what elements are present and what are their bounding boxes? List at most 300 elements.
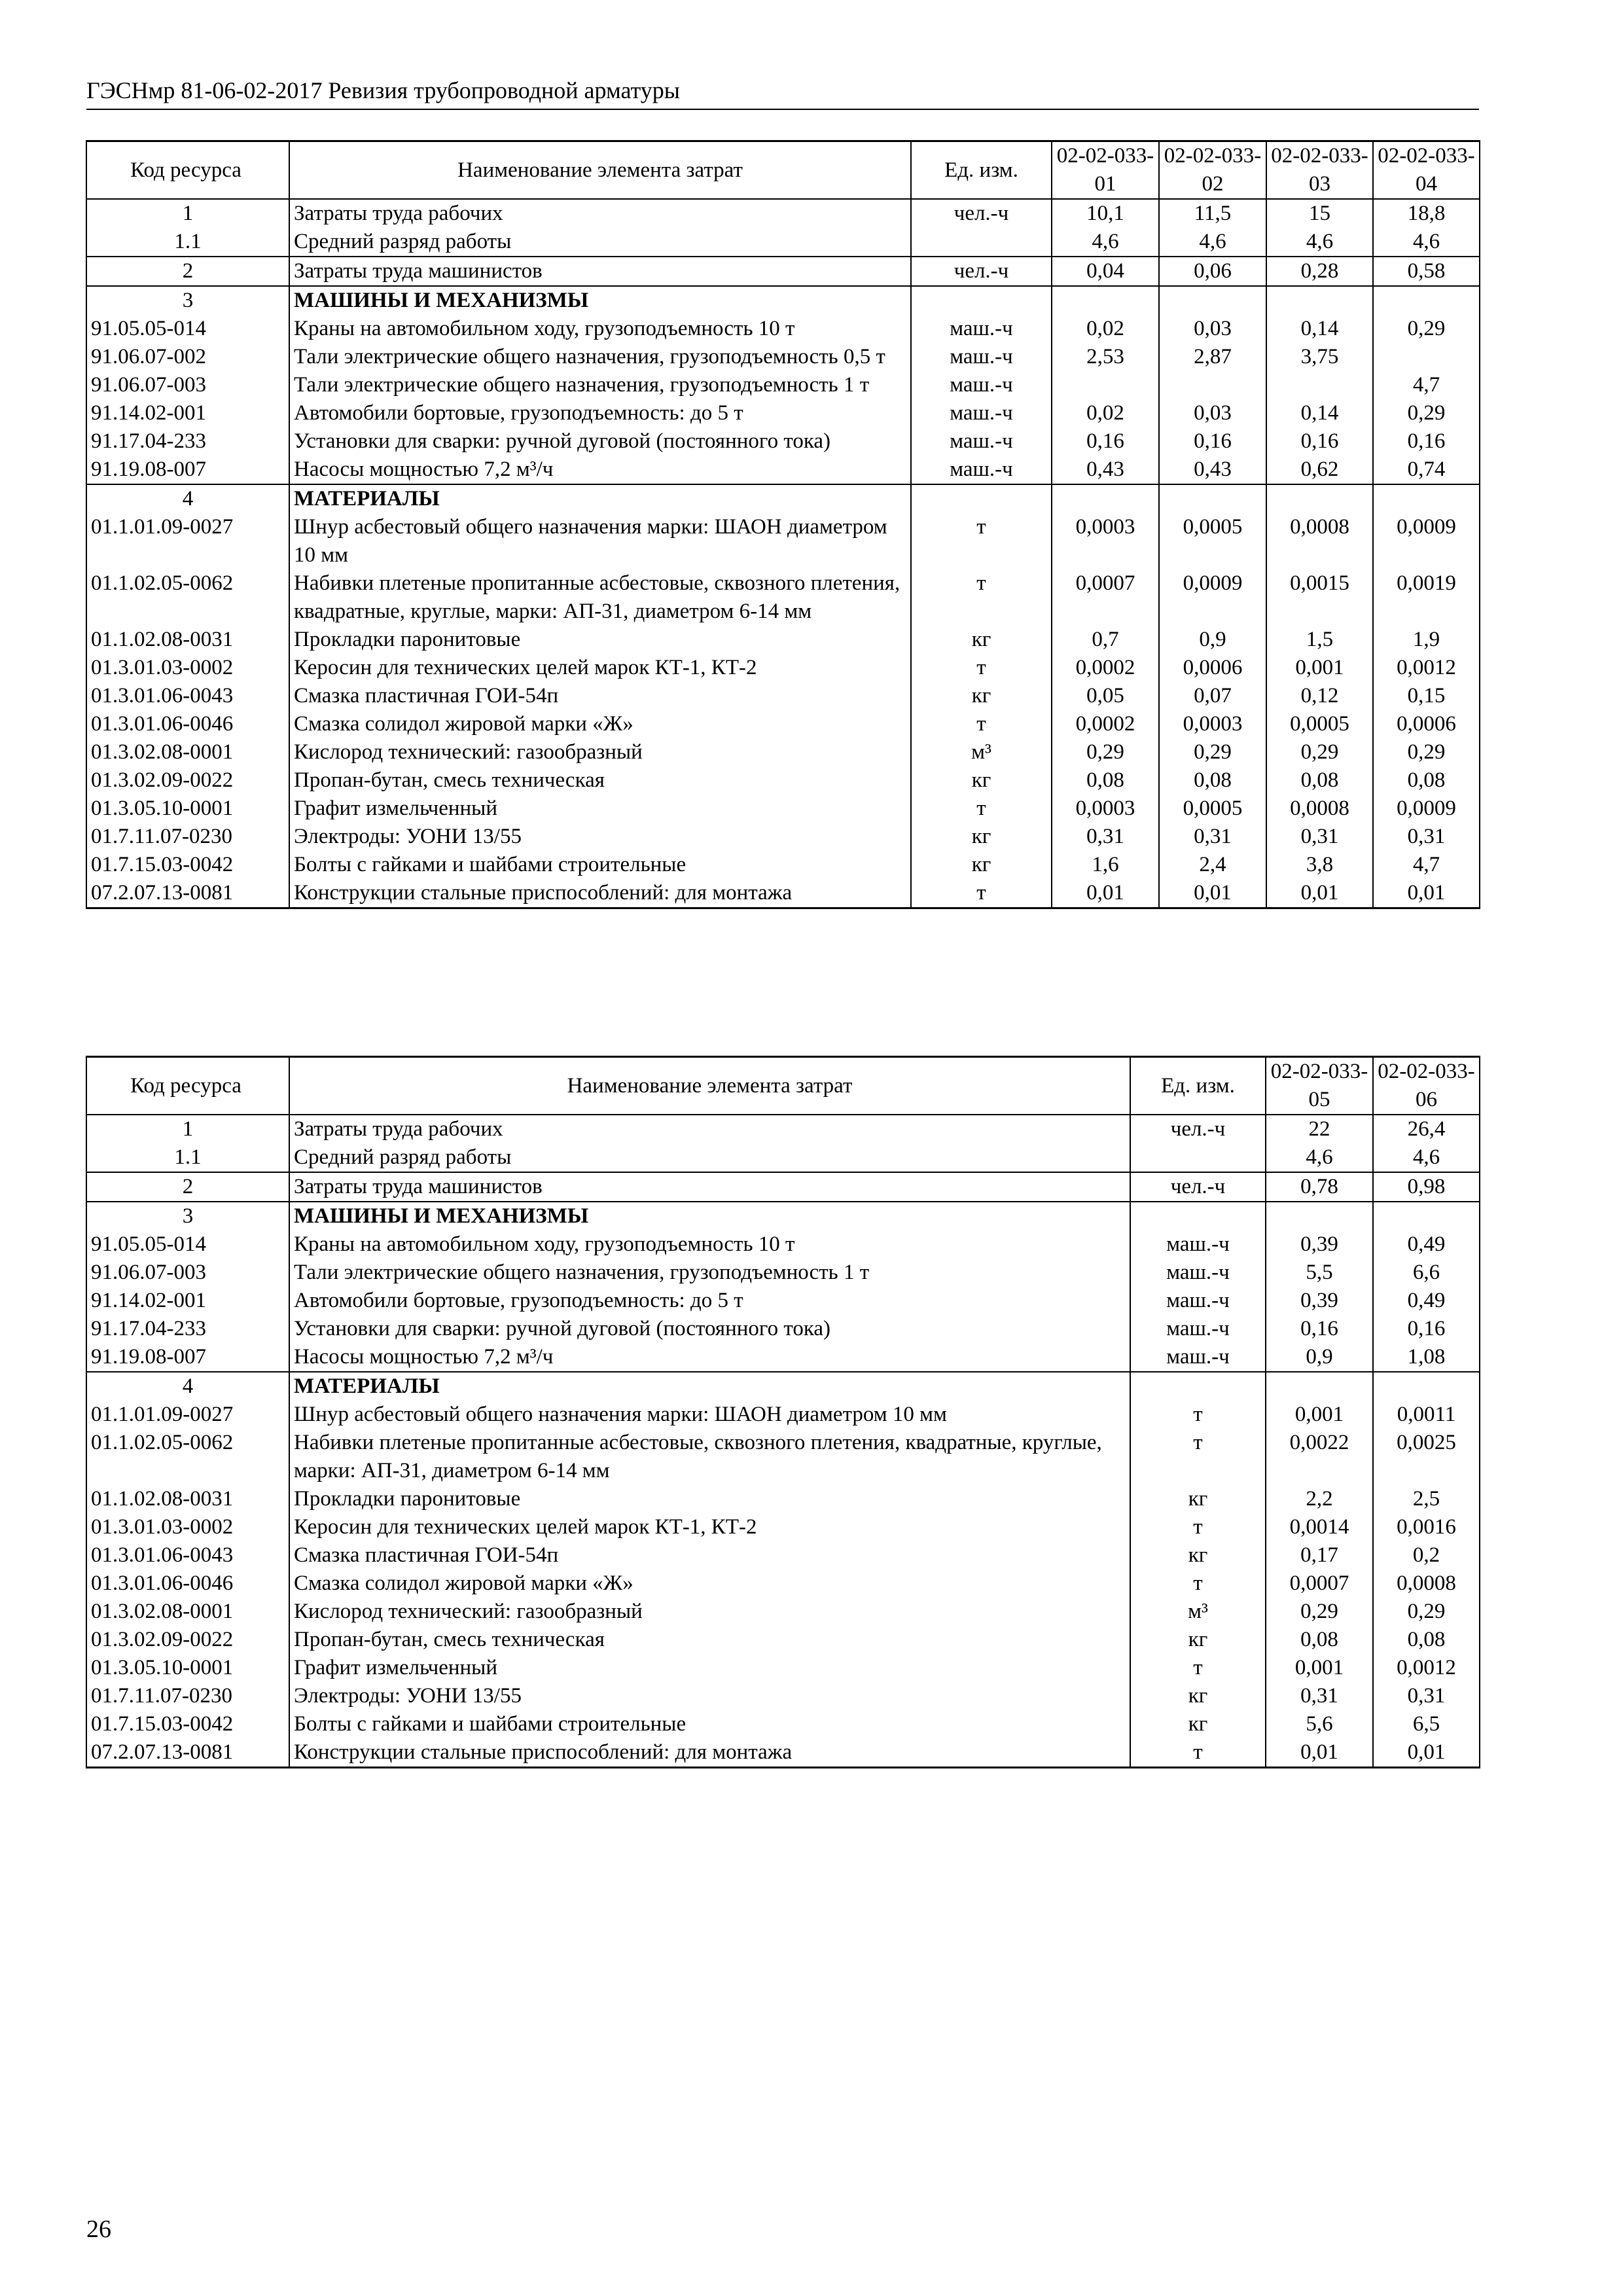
- resource-code: 01.7.11.07-0230: [86, 1682, 289, 1710]
- table-row: [86, 1429, 1480, 1485]
- norm-value: 0,0003: [1052, 513, 1159, 569]
- unit-of-measure: маш.-ч: [1130, 1343, 1266, 1372]
- norm-value: [1373, 343, 1480, 371]
- cost-element-name: Электроды: УОНИ 13/55: [289, 1682, 1130, 1710]
- norm-value: 0,01: [1266, 1738, 1373, 1768]
- norm-value: 1,08: [1373, 1343, 1480, 1372]
- norm-value: [1159, 286, 1266, 315]
- table-row: [86, 286, 1480, 315]
- unit-of-measure: т: [911, 879, 1052, 908]
- resource-code: 07.2.07.13-0081: [86, 1738, 289, 1768]
- norm-value: 0,29: [1373, 315, 1480, 343]
- unit-of-measure: кг: [1130, 1682, 1266, 1710]
- cost-element-name: Керосин для технических целей марок КТ-1, КТ-2: [289, 1513, 1130, 1541]
- norm-value: 2,87: [1159, 343, 1266, 371]
- cost-element-name: Краны на автомобильном ходу, грузоподъемность 10 т: [289, 1230, 1130, 1259]
- cost-element-name: Кислород технический: газообразный: [289, 738, 911, 766]
- cost-element-name: Затраты труда рабочих: [289, 1115, 1130, 1143]
- norm-value: 0,12: [1266, 682, 1373, 710]
- unit-of-measure: [911, 286, 1052, 315]
- unit-of-measure: кг: [911, 851, 1052, 879]
- unit-of-measure: маш.-ч: [1130, 1287, 1266, 1315]
- norm-value: [1266, 1372, 1373, 1401]
- cost-element-name: Шнур асбестовый общего назначения марки: ШАОН диаметром 10 мм: [289, 513, 911, 569]
- norm-value: [1373, 1202, 1480, 1230]
- cost-table-1: [86, 140, 1480, 909]
- table-header-row: [86, 141, 1480, 200]
- norm-value: [1266, 484, 1373, 513]
- unit-of-measure: кг: [911, 823, 1052, 851]
- resource-code: 1.1: [86, 228, 289, 257]
- resource-code: 01.3.02.08-0001: [86, 738, 289, 766]
- norm-value: 3,75: [1266, 343, 1373, 371]
- norm-value: 0,0007: [1266, 1570, 1373, 1598]
- table-row: [86, 1259, 1480, 1287]
- norm-value: 0,03: [1159, 315, 1266, 343]
- norm-value: 1,6: [1052, 851, 1159, 879]
- header-col: 02-02-033-06: [1373, 1057, 1480, 1115]
- header-col: 02-02-033-04: [1373, 141, 1480, 200]
- norm-value: 4,6: [1266, 228, 1373, 257]
- norm-value: 0,31: [1052, 823, 1159, 851]
- norm-value: 0,0002: [1052, 654, 1159, 682]
- page-header-title: ГЭСНмр 81-06-02-2017 Ревизия трубопроводной арматуры: [86, 77, 680, 103]
- norm-value: 0,08: [1373, 1626, 1480, 1654]
- norm-value: 0,0022: [1266, 1429, 1373, 1485]
- norm-value: [1266, 1202, 1373, 1230]
- norm-value: 0,0009: [1373, 513, 1480, 569]
- table-row: [86, 513, 1480, 569]
- table-row: [86, 710, 1480, 738]
- resource-code: 01.3.01.03-0002: [86, 654, 289, 682]
- table-row: [86, 1343, 1480, 1372]
- unit-of-measure: маш.-ч: [1130, 1315, 1266, 1343]
- unit-of-measure: чел.-ч: [911, 199, 1052, 228]
- unit-of-measure: [911, 228, 1052, 257]
- norm-value: 0,0003: [1052, 795, 1159, 823]
- resource-code: 2: [86, 1172, 289, 1202]
- resource-code: 91.14.02-001: [86, 399, 289, 427]
- unit-of-measure: чел.-ч: [1130, 1172, 1266, 1202]
- norm-value: 0,0009: [1373, 795, 1480, 823]
- norm-value: 0,0005: [1266, 710, 1373, 738]
- norm-value: 0,0006: [1159, 654, 1266, 682]
- resource-code: 91.06.07-002: [86, 343, 289, 371]
- norm-value: 0,08: [1266, 766, 1373, 795]
- resource-code: 1.1: [86, 1143, 289, 1172]
- norm-value: 6,6: [1373, 1259, 1480, 1287]
- resource-code: 2: [86, 257, 289, 286]
- norm-value: 0,0002: [1052, 710, 1159, 738]
- table-row: [86, 1485, 1480, 1513]
- norm-value: 2,5: [1373, 1485, 1480, 1513]
- norm-value: 0,0019: [1373, 569, 1480, 626]
- resource-code: 01.3.01.06-0046: [86, 710, 289, 738]
- cost-element-name: Тали электрические общего назначения, грузоподъемность 0,5 т: [289, 343, 911, 371]
- header-code: Код ресурса: [86, 1057, 289, 1115]
- unit-of-measure: т: [911, 569, 1052, 626]
- header-unit: Ед. изм.: [911, 141, 1052, 200]
- unit-of-measure: кг: [1130, 1710, 1266, 1738]
- resource-code: 1: [86, 199, 289, 228]
- unit-of-measure: кг: [911, 682, 1052, 710]
- norm-value: 0,49: [1373, 1230, 1480, 1259]
- header-unit: Ед. изм.: [1130, 1057, 1266, 1115]
- norm-value: [1052, 484, 1159, 513]
- resource-code: 91.19.08-007: [86, 456, 289, 484]
- unit-of-measure: чел.-ч: [911, 257, 1052, 286]
- unit-of-measure: маш.-ч: [911, 456, 1052, 484]
- cost-element-name: Набивки плетеные пропитанные асбестовые, сквозного плетения, квадратные, круглые, марки: АП-31, диаметром 6-14 мм: [289, 569, 911, 626]
- norm-value: 0,31: [1266, 1682, 1373, 1710]
- cost-element-name: МАТЕРИАЛЫ: [289, 484, 911, 513]
- resource-code: 01.3.01.06-0043: [86, 682, 289, 710]
- table-row: [86, 1598, 1480, 1626]
- cost-element-name: Затраты труда рабочих: [289, 199, 911, 228]
- unit-of-measure: т: [1130, 1513, 1266, 1541]
- cost-element-name: Насосы мощностью 7,2 м³/ч: [289, 1343, 1130, 1372]
- table-row: [86, 1513, 1480, 1541]
- cost-element-name: Смазка пластичная ГОИ-54п: [289, 682, 911, 710]
- norm-value: 0,001: [1266, 1654, 1373, 1682]
- resource-code: 3: [86, 286, 289, 315]
- table-row: [86, 1401, 1480, 1429]
- table-row: [86, 626, 1480, 654]
- resource-code: 01.7.11.07-0230: [86, 823, 289, 851]
- cost-element-name: Шнур асбестовый общего назначения марки: ШАОН диаметром 10 мм: [289, 1401, 1130, 1429]
- norm-value: 0,08: [1052, 766, 1159, 795]
- resource-code: 91.06.07-003: [86, 371, 289, 399]
- norm-value: 2,2: [1266, 1485, 1373, 1513]
- norm-value: 0,02: [1052, 315, 1159, 343]
- norm-value: 0,78: [1266, 1172, 1373, 1202]
- norm-value: 0,16: [1052, 427, 1159, 456]
- norm-value: 0,16: [1159, 427, 1266, 456]
- resource-code: 91.17.04-233: [86, 427, 289, 456]
- unit-of-measure: [911, 484, 1052, 513]
- norm-value: 0,15: [1373, 682, 1480, 710]
- unit-of-measure: маш.-ч: [1130, 1259, 1266, 1287]
- cost-element-name: Набивки плетеные пропитанные асбестовые, сквозного плетения, квадратные, круглые, марки: АП-31, диаметром 6-14 мм: [289, 1429, 1130, 1485]
- unit-of-measure: кг: [911, 626, 1052, 654]
- table-header-row: [86, 1057, 1480, 1115]
- unit-of-measure: т: [1130, 1429, 1266, 1485]
- resource-code: 01.3.01.03-0002: [86, 1513, 289, 1541]
- unit-of-measure: м³: [1130, 1598, 1266, 1626]
- resource-code: 01.3.02.09-0022: [86, 1626, 289, 1654]
- norm-value: 0,9: [1266, 1343, 1373, 1372]
- norm-value: 0,01: [1373, 879, 1480, 908]
- norm-value: 0,29: [1373, 738, 1480, 766]
- norm-value: 0,0016: [1373, 1513, 1480, 1541]
- table-row: [86, 1541, 1480, 1570]
- norm-value: 0,0011: [1373, 1401, 1480, 1429]
- table-row: [86, 654, 1480, 682]
- norm-value: 0,0012: [1373, 654, 1480, 682]
- norm-value: 0,07: [1159, 682, 1266, 710]
- cost-element-name: Установки для сварки: ручной дуговой (постоянного тока): [289, 427, 911, 456]
- unit-of-measure: т: [1130, 1738, 1266, 1768]
- norm-value: 2,4: [1159, 851, 1266, 879]
- unit-of-measure: т: [911, 654, 1052, 682]
- table-row: [86, 1143, 1480, 1172]
- cost-element-name: Смазка пластичная ГОИ-54п: [289, 1541, 1130, 1570]
- resource-code: 4: [86, 484, 289, 513]
- header-col: 02-02-033-03: [1266, 141, 1373, 200]
- norm-value: 0,08: [1159, 766, 1266, 795]
- norm-value: 4,6: [1373, 1143, 1480, 1172]
- norm-value: 10,1: [1052, 199, 1159, 228]
- norm-value: 5,6: [1266, 1710, 1373, 1738]
- cost-element-name: Прокладки паронитовые: [289, 626, 911, 654]
- table-row: [86, 1710, 1480, 1738]
- table-row: [86, 879, 1480, 908]
- resource-code: 01.1.02.05-0062: [86, 569, 289, 626]
- page-number: 26: [86, 2215, 111, 2243]
- cost-element-name: Насосы мощностью 7,2 м³/ч: [289, 456, 911, 484]
- norm-value: 0,16: [1373, 427, 1480, 456]
- norm-value: 0,0007: [1052, 569, 1159, 626]
- cost-element-name: Автомобили бортовые, грузоподъемность: до 5 т: [289, 399, 911, 427]
- norm-value: 0,62: [1266, 456, 1373, 484]
- cost-element-name: Тали электрические общего назначения, грузоподъемность 1 т: [289, 371, 911, 399]
- resource-code: 07.2.07.13-0081: [86, 879, 289, 908]
- unit-of-measure: кг: [1130, 1626, 1266, 1654]
- norm-value: 4,6: [1266, 1143, 1373, 1172]
- table-row: [86, 738, 1480, 766]
- table-row: [86, 1115, 1480, 1143]
- resource-code: 01.3.02.09-0022: [86, 766, 289, 795]
- norm-value: 4,6: [1052, 228, 1159, 257]
- table-row: [86, 851, 1480, 879]
- norm-value: 0,39: [1266, 1230, 1373, 1259]
- norm-value: 0,0006: [1373, 710, 1480, 738]
- header-name: Наименование элемента затрат: [289, 141, 911, 200]
- norm-value: 4,6: [1159, 228, 1266, 257]
- norm-value: 0,98: [1373, 1172, 1480, 1202]
- norm-value: 0,29: [1373, 1598, 1480, 1626]
- table-row: [86, 569, 1480, 626]
- cost-element-name: Автомобили бортовые, грузоподъемность: до 5 т: [289, 1287, 1130, 1315]
- cost-element-name: Графит измельченный: [289, 795, 911, 823]
- norm-value: 0,0012: [1373, 1654, 1480, 1682]
- norm-value: 0,0003: [1159, 710, 1266, 738]
- unit-of-measure: [1130, 1202, 1266, 1230]
- norm-value: 0,16: [1373, 1315, 1480, 1343]
- resource-code: 01.7.15.03-0042: [86, 851, 289, 879]
- norm-value: 0,31: [1373, 1682, 1480, 1710]
- norm-value: 0,0008: [1373, 1570, 1480, 1598]
- cost-element-name: МАШИНЫ И МЕХАНИЗМЫ: [289, 286, 911, 315]
- norm-value: 0,01: [1052, 879, 1159, 908]
- resource-code: 01.1.02.08-0031: [86, 1485, 289, 1513]
- header-col: 02-02-033-01: [1052, 141, 1159, 200]
- norm-value: 0,7: [1052, 626, 1159, 654]
- norm-value: 0,06: [1159, 257, 1266, 286]
- norm-value: 22: [1266, 1115, 1373, 1143]
- resource-code: 3: [86, 1202, 289, 1230]
- cost-element-name: Затраты труда машинистов: [289, 257, 911, 286]
- cost-element-name: Болты с гайками и шайбами строительные: [289, 1710, 1130, 1738]
- norm-value: 0,14: [1266, 315, 1373, 343]
- unit-of-measure: [1130, 1372, 1266, 1401]
- header-col: 02-02-033-02: [1159, 141, 1266, 200]
- page-header: [86, 77, 1479, 110]
- norm-value: 0,05: [1052, 682, 1159, 710]
- cost-element-name: Электроды: УОНИ 13/55: [289, 823, 911, 851]
- table-row: [86, 1738, 1480, 1768]
- resource-code: 01.1.01.09-0027: [86, 1401, 289, 1429]
- norm-value: 1,9: [1373, 626, 1480, 654]
- unit-of-measure: т: [1130, 1654, 1266, 1682]
- resource-code: 01.3.02.08-0001: [86, 1598, 289, 1626]
- norm-value: 11,5: [1159, 199, 1266, 228]
- table-row: [86, 1315, 1480, 1343]
- norm-value: 0,31: [1373, 823, 1480, 851]
- norm-value: 0,31: [1159, 823, 1266, 851]
- table-row: [86, 228, 1480, 257]
- cost-element-name: Прокладки паронитовые: [289, 1485, 1130, 1513]
- cost-element-name: Конструкции стальные приспособлений: для монтажа: [289, 1738, 1130, 1768]
- norm-value: 0,001: [1266, 1401, 1373, 1429]
- table-row: [86, 199, 1480, 228]
- table-row: [86, 1570, 1480, 1598]
- table-row: [86, 1287, 1480, 1315]
- resource-code: 01.1.02.08-0031: [86, 626, 289, 654]
- table-row: [86, 1230, 1480, 1259]
- unit-of-measure: т: [911, 795, 1052, 823]
- unit-of-measure: чел.-ч: [1130, 1115, 1266, 1143]
- unit-of-measure: [1130, 1143, 1266, 1172]
- norm-value: [1159, 484, 1266, 513]
- norm-value: [1373, 1372, 1480, 1401]
- table-row: [86, 343, 1480, 371]
- unit-of-measure: кг: [911, 766, 1052, 795]
- norm-value: 0,04: [1052, 257, 1159, 286]
- norm-value: 0,31: [1266, 823, 1373, 851]
- norm-value: 0,01: [1266, 879, 1373, 908]
- norm-value: 5,5: [1266, 1259, 1373, 1287]
- norm-value: 4,7: [1373, 851, 1480, 879]
- header-name: Наименование элемента затрат: [289, 1057, 1130, 1115]
- unit-of-measure: маш.-ч: [911, 427, 1052, 456]
- unit-of-measure: маш.-ч: [911, 371, 1052, 399]
- norm-value: 0,0005: [1159, 795, 1266, 823]
- resource-code: 91.14.02-001: [86, 1287, 289, 1315]
- table-row: [86, 1626, 1480, 1654]
- table-row: [86, 1654, 1480, 1682]
- unit-of-measure: т: [1130, 1570, 1266, 1598]
- resource-code: 91.06.07-003: [86, 1259, 289, 1287]
- resource-code: 01.3.01.06-0046: [86, 1570, 289, 1598]
- unit-of-measure: т: [911, 513, 1052, 569]
- norm-value: 0,29: [1052, 738, 1159, 766]
- norm-value: 0,9: [1159, 626, 1266, 654]
- norm-value: 18,8: [1373, 199, 1480, 228]
- cost-element-name: Кислород технический: газообразный: [289, 1598, 1130, 1626]
- norm-value: [1266, 371, 1373, 399]
- norm-value: 6,5: [1373, 1710, 1480, 1738]
- norm-value: 0,0005: [1159, 513, 1266, 569]
- unit-of-measure: маш.-ч: [911, 399, 1052, 427]
- cost-element-name: Пропан-бутан, смесь техническая: [289, 1626, 1130, 1654]
- norm-value: 0,43: [1052, 456, 1159, 484]
- norm-value: 4,6: [1373, 228, 1480, 257]
- norm-value: 0,02: [1052, 399, 1159, 427]
- table-row: [86, 795, 1480, 823]
- cost-element-name: Конструкции стальные приспособлений: для монтажа: [289, 879, 911, 908]
- norm-value: [1266, 286, 1373, 315]
- norm-value: 0,43: [1159, 456, 1266, 484]
- norm-value: 0,0015: [1266, 569, 1373, 626]
- table-row: [86, 823, 1480, 851]
- norm-value: 0,29: [1373, 399, 1480, 427]
- norm-value: 0,08: [1266, 1626, 1373, 1654]
- table-row: [86, 456, 1480, 484]
- cost-element-name: Краны на автомобильном ходу, грузоподъемность 10 т: [289, 315, 911, 343]
- norm-value: 0,39: [1266, 1287, 1373, 1315]
- cost-element-name: Графит измельченный: [289, 1654, 1130, 1682]
- norm-value: 0,0009: [1159, 569, 1266, 626]
- unit-of-measure: маш.-ч: [911, 315, 1052, 343]
- cost-element-name: Керосин для технических целей марок КТ-1, КТ-2: [289, 654, 911, 682]
- cost-element-name: Пропан-бутан, смесь техническая: [289, 766, 911, 795]
- norm-value: [1052, 286, 1159, 315]
- table-row: [86, 427, 1480, 456]
- table-row: [86, 315, 1480, 343]
- table-row: [86, 371, 1480, 399]
- table-row: [86, 766, 1480, 795]
- norm-value: [1373, 484, 1480, 513]
- norm-value: 0,74: [1373, 456, 1480, 484]
- resource-code: 01.1.02.05-0062: [86, 1429, 289, 1485]
- resource-code: 91.05.05-014: [86, 1230, 289, 1259]
- resource-code: 01.3.01.06-0043: [86, 1541, 289, 1570]
- table-row: [86, 1172, 1480, 1202]
- norm-value: 0,28: [1266, 257, 1373, 286]
- norm-value: 0,49: [1373, 1287, 1480, 1315]
- norm-value: 0,03: [1159, 399, 1266, 427]
- cost-element-name: Смазка солидол жировой марки «Ж»: [289, 1570, 1130, 1598]
- cost-element-name: МАТЕРИАЛЫ: [289, 1372, 1130, 1401]
- resource-code: 01.7.15.03-0042: [86, 1710, 289, 1738]
- norm-value: 0,29: [1266, 1598, 1373, 1626]
- cost-element-name: МАШИНЫ И МЕХАНИЗМЫ: [289, 1202, 1130, 1230]
- cost-element-name: Средний разряд работы: [289, 228, 911, 257]
- norm-value: 2,53: [1052, 343, 1159, 371]
- resource-code: 91.17.04-233: [86, 1315, 289, 1343]
- cost-element-name: Средний разряд работы: [289, 1143, 1130, 1172]
- norm-value: 0,16: [1266, 1315, 1373, 1343]
- norm-value: 0,01: [1373, 1738, 1480, 1768]
- norm-value: [1052, 371, 1159, 399]
- table-row: [86, 1372, 1480, 1401]
- unit-of-measure: т: [911, 710, 1052, 738]
- table-row: [86, 1202, 1480, 1230]
- norm-value: 0,2: [1373, 1541, 1480, 1570]
- norm-value: [1373, 286, 1480, 315]
- table-row: [86, 257, 1480, 286]
- norm-value: 0,29: [1266, 738, 1373, 766]
- resource-code: 01.1.01.09-0027: [86, 513, 289, 569]
- norm-value: 0,0014: [1266, 1513, 1373, 1541]
- norm-value: 0,16: [1266, 427, 1373, 456]
- table-row: [86, 484, 1480, 513]
- table-row: [86, 399, 1480, 427]
- unit-of-measure: кг: [1130, 1485, 1266, 1513]
- norm-value: 4,7: [1373, 371, 1480, 399]
- norm-value: 0,17: [1266, 1541, 1373, 1570]
